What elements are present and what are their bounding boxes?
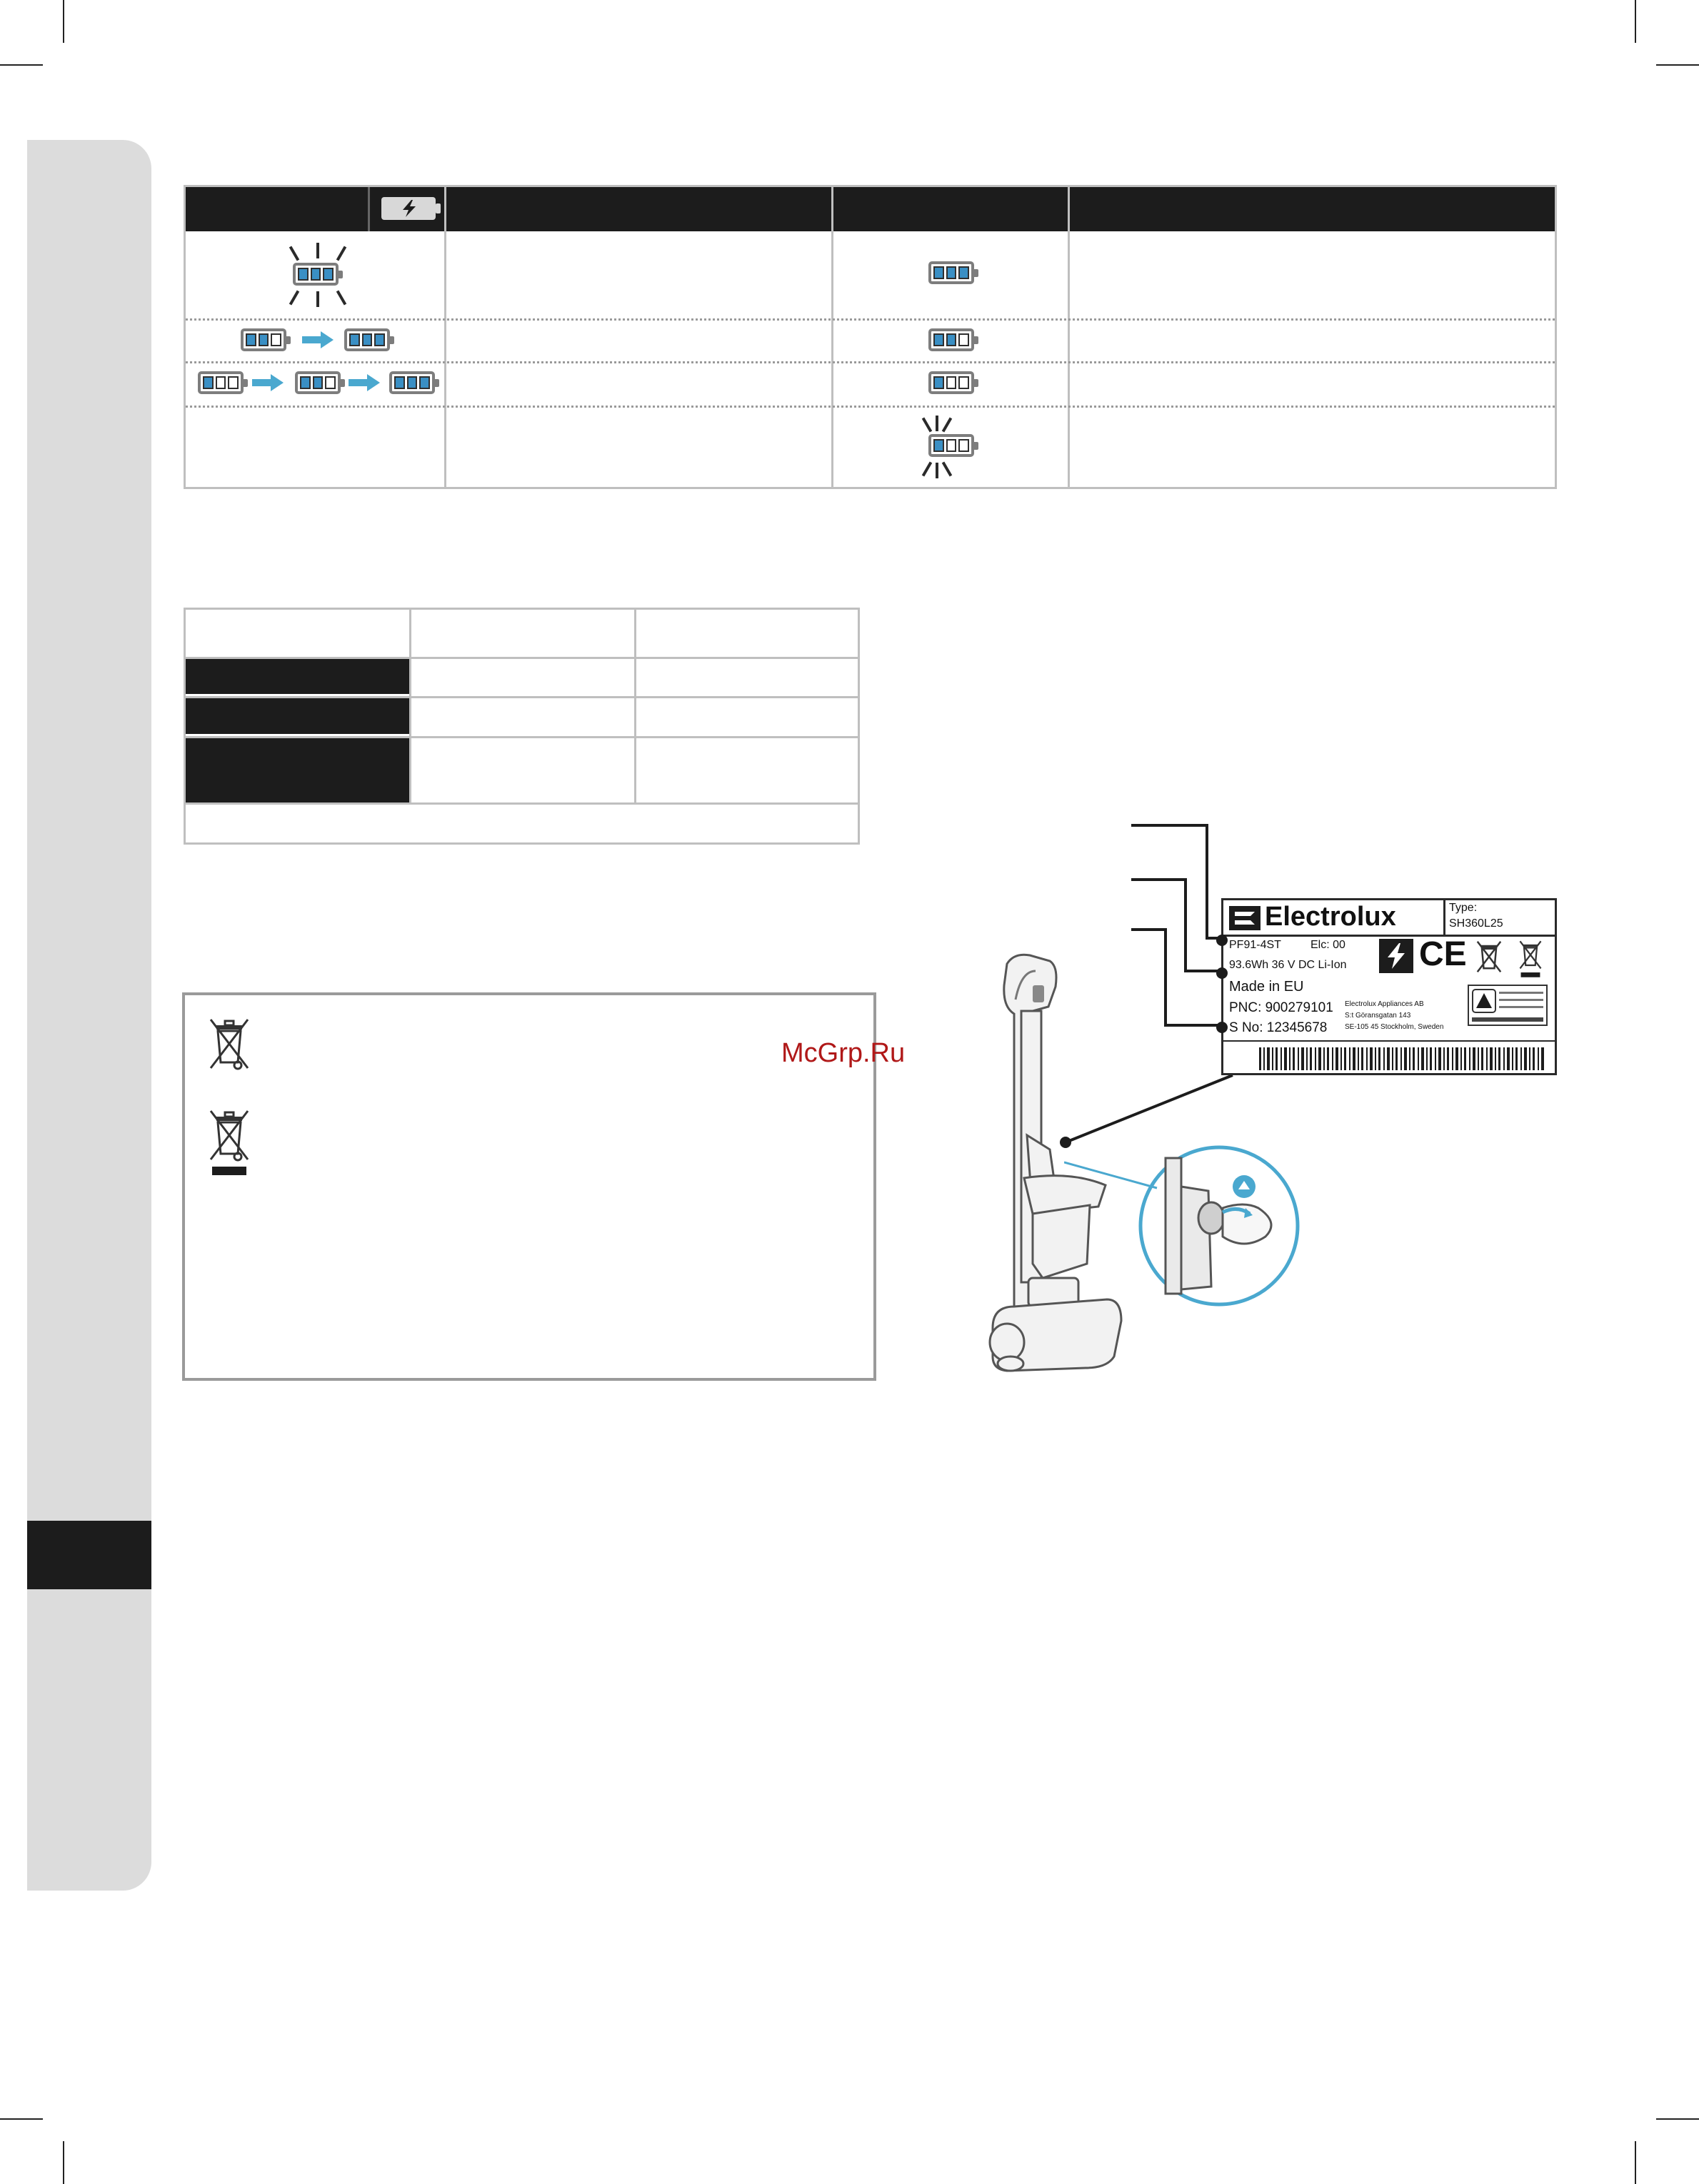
- blink-mark: [316, 291, 319, 307]
- pointer-line: [1164, 928, 1167, 1027]
- plate-address-line1: Electrolux Appliances AB: [1345, 1000, 1424, 1008]
- row-divider: [186, 802, 858, 805]
- pointer-line: [1206, 824, 1208, 938]
- battery-icon: [344, 328, 390, 351]
- weee-bin-bar-icon: [1516, 939, 1545, 979]
- crop-mark: [1635, 0, 1636, 43]
- weee-bin-bar-icon: [206, 1107, 252, 1178]
- row-divider: [186, 657, 858, 659]
- crop-mark: [1635, 2141, 1636, 2184]
- plate-type-value: SH360L25: [1449, 917, 1503, 930]
- spec-row-header: [186, 698, 409, 734]
- plate-elc: Elc: 00: [1310, 939, 1345, 951]
- plate-address-line2: S:t Göransgatan 143: [1345, 1012, 1411, 1020]
- column-divider: [368, 187, 370, 231]
- row-divider: [186, 361, 1555, 363]
- crop-mark: [63, 2141, 64, 2184]
- blink-mark: [922, 417, 932, 432]
- row-divider: [186, 696, 858, 698]
- spec-row-header: [186, 658, 409, 694]
- pointer-line: [1164, 1024, 1223, 1027]
- column-divider: [634, 610, 636, 802]
- battery-icon: [389, 371, 435, 394]
- plate-rating: 93.6Wh 36 V DC Li-Ion: [1229, 959, 1347, 971]
- battery-icon: [295, 371, 341, 394]
- pointer-line: [1131, 928, 1167, 931]
- pointer-line: [1060, 1064, 1238, 1149]
- battery-icon: [928, 371, 974, 394]
- charging-icon: [380, 196, 443, 221]
- plate-barcode-area: [1223, 1040, 1555, 1042]
- blink-mark: [942, 417, 952, 432]
- pointer-line: [1131, 824, 1207, 827]
- plate-made-in: Made in EU: [1229, 979, 1304, 995]
- spec-row-header: [186, 738, 409, 802]
- plate-brand: Electrolux: [1265, 902, 1396, 932]
- arrow-right-icon: [252, 374, 284, 391]
- arrow-right-icon: [302, 331, 334, 348]
- crop-mark: [0, 64, 43, 66]
- column-divider: [1068, 187, 1070, 487]
- crop-mark: [63, 0, 64, 43]
- plate-pointer-dot: [1216, 1022, 1228, 1033]
- side-tab: [27, 140, 151, 1891]
- crop-mark: [1656, 64, 1699, 66]
- plate-address-line3: SE-105 45 Stockholm, Sweden: [1345, 1023, 1444, 1031]
- weee-bin-icon: [1475, 939, 1503, 975]
- battery-status-table: [184, 185, 1557, 489]
- row-divider: [186, 318, 1555, 321]
- column-divider: [831, 187, 833, 487]
- blink-mark: [316, 243, 319, 258]
- row-divider: [186, 736, 858, 738]
- blink-mark: [942, 461, 952, 476]
- plate-pnc: PNC: 900279101: [1229, 1000, 1333, 1015]
- weee-bin-icon: [206, 1015, 252, 1072]
- ce-mark-icon: CE: [1419, 935, 1467, 973]
- rating-plate: [1221, 898, 1557, 1075]
- detail-connector: [1064, 1157, 1164, 1192]
- crop-mark: [0, 2118, 43, 2120]
- side-tab-marker: [27, 1521, 151, 1589]
- plate-type-label: Type:: [1449, 902, 1478, 914]
- pointer-line: [1184, 878, 1187, 971]
- blink-mark: [289, 290, 299, 305]
- watermark: McGrp.Ru: [781, 1038, 906, 1068]
- battery-icon: [293, 263, 339, 286]
- blink-mark: [289, 246, 299, 261]
- blink-mark: [336, 246, 346, 261]
- battery-icon: [928, 434, 974, 457]
- plate-serial: S No: 12345678: [1229, 1020, 1328, 1035]
- blink-mark: [336, 290, 346, 305]
- battery-icon: [928, 261, 974, 284]
- arrow-right-icon: [349, 374, 380, 391]
- disposal-info-box: [182, 992, 876, 1381]
- barcode-icon: [1259, 1047, 1545, 1070]
- blink-mark: [936, 416, 938, 431]
- battery-icon: [241, 328, 286, 351]
- battery-icon: [198, 371, 244, 394]
- row-divider: [186, 406, 1555, 408]
- plate-divider: [1443, 900, 1445, 935]
- blink-mark: [936, 463, 938, 478]
- battery-icon: [928, 328, 974, 351]
- pointer-line: [1131, 878, 1186, 881]
- plate-pointer-dot: [1216, 967, 1228, 979]
- crop-mark: [1656, 2118, 1699, 2120]
- column-divider: [444, 187, 446, 487]
- class-ii-icon: [1379, 939, 1413, 973]
- plate-model: PF91-4ST: [1229, 939, 1281, 951]
- column-divider: [409, 610, 411, 802]
- approval-mark-icon: [1468, 985, 1548, 1026]
- electrolux-logo-icon: [1229, 906, 1261, 930]
- spec-table: [184, 608, 860, 845]
- plate-pointer-dot: [1216, 935, 1228, 946]
- blink-mark: [922, 461, 932, 476]
